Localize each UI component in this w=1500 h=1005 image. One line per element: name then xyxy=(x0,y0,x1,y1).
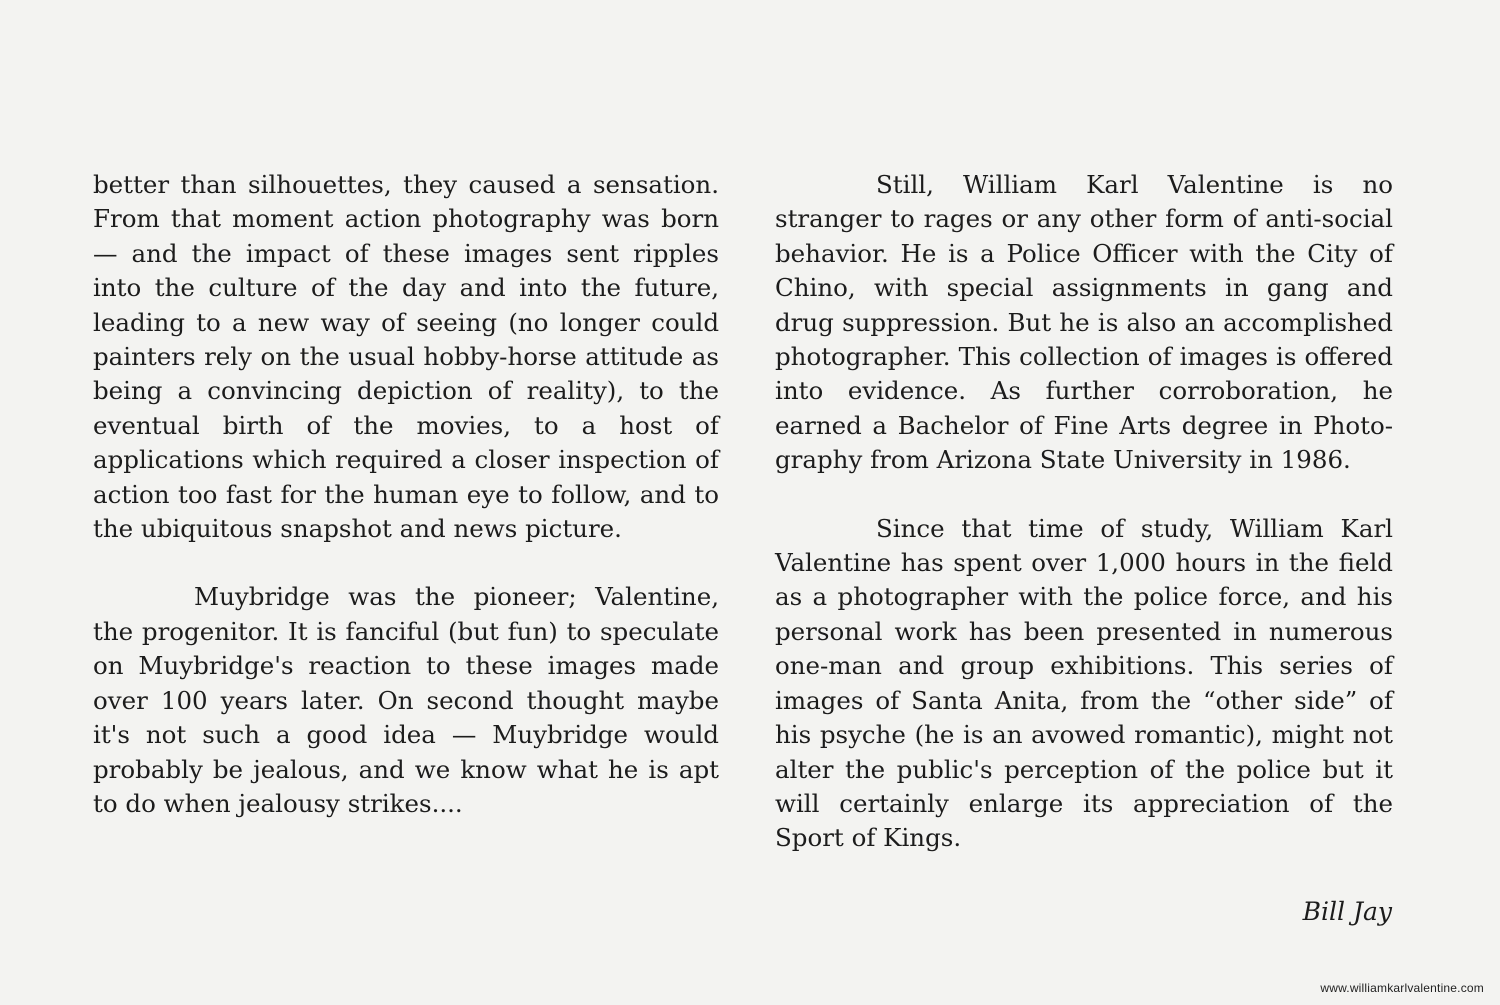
left-paragraph-1: better than silhouettes, they caused a sensation. From that moment action photography was born — and the impact of these images sent ripples into the culture of the day and into the future, leading to a new way of seeing (no longer could painters rely on the usual hobby-horse attitude as being a convincing depiction of reality), to the eventual birth of the movies, to a host of applications which required a closer inspection of action too fast for the human eye to follow, and to the ubiquitous snapshot and news picture. xyxy=(93,170,719,544)
left-column xyxy=(93,168,719,821)
right-paragraph-1: Still, William Karl Valentine is no stranger to rages or any other form of anti-social behavior. He is a Police Officer with the City of Chino, with special assignments in gang and drug suppression. But he is also an accomplished photographer. This collection of images is offered into evidence. As further corroboration, he earned a Bachelor of Fine Arts degree in Photography from Arizona State University in 1986. xyxy=(775,170,1393,475)
right-column xyxy=(775,168,1393,856)
author-signature: Bill Jay xyxy=(1302,897,1392,926)
website-watermark: www.williamkarlvalentine.com xyxy=(1320,981,1484,995)
left-paragraph-2: Muybridge was the pioneer; Valentine, the progenitor. It is fanciful (but fun) to speculate on Muybridge's reaction to these images made over 100 years later. On second thought maybe it's not such a good idea — Muybridge would probably be jealous, and we know what he is apt to do when jealousy strikes.... xyxy=(93,582,719,818)
right-paragraph-2: Since that time of study, William Karl Valentine has spent over 1,000 hours in the field as a photographer with the police force, and his personal work has been presented in numerous one-man and group exhibitions. This series of images of Santa Anita, from the “other side” of his psyche (he is an avowed romantic), might not alter the public's perception of the police but it will certainly enlarge its appreciation of the Sport of Kings. xyxy=(775,513,1393,853)
